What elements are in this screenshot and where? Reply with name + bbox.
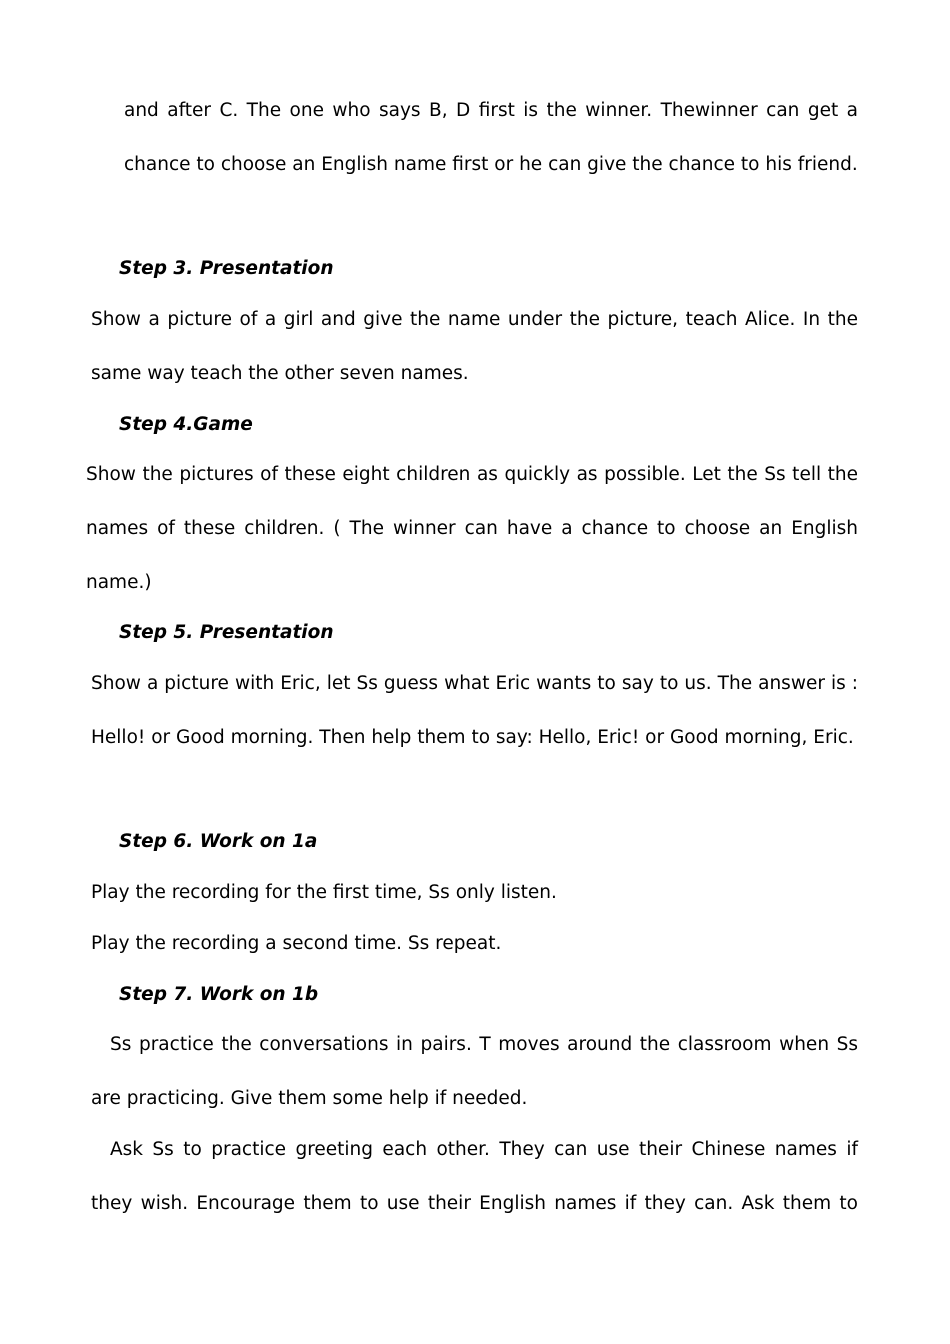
step6-line-1: Play the recording for the first time, Ss only listen. xyxy=(91,882,557,903)
step7-paragraph-2: Ask Ss to practice greeting each other. They can use their Chinese names if they wish. Encourage them to use their English names if they can. Ask them to xyxy=(91,1139,858,1214)
step4-heading: Step 4.Game xyxy=(119,414,253,435)
step5-paragraph: Show a picture with Eric, let Ss guess what Eric wants to say to us. The answer is : Hello! or Good morning. Then help them to say: Hello, Eric! or Good morning, Eric. xyxy=(91,673,858,748)
step7-paragraph-1: Ss practice the conversations in pairs. T moves around the classroom when Ss are practicing. Give them some help if needed. xyxy=(91,1034,858,1109)
step5-heading: Step 5. Presentation xyxy=(119,622,334,643)
step3-paragraph: Show a picture of a girl and give the name under the picture, teach Alice. In the same way teach the other seven names. xyxy=(91,309,858,384)
step6-line-2: Play the recording a second time. Ss repeat. xyxy=(91,933,502,954)
step7-heading: Step 7. Work on 1b xyxy=(119,984,319,1005)
intro-paragraph: and after C. The one who says B, D first is the winner. Thewinner can get a chance to choose an English name first or he can give the chance to his friend. xyxy=(124,100,858,175)
step6-heading: Step 6. Work on 1a xyxy=(119,831,318,852)
step3-heading: Step 3. Presentation xyxy=(119,258,334,279)
step4-paragraph: Show the pictures of these eight children as quickly as possible. Let the Ss tell the names of these children. ( The winner can have a chance to choose an English name.) xyxy=(86,464,858,593)
